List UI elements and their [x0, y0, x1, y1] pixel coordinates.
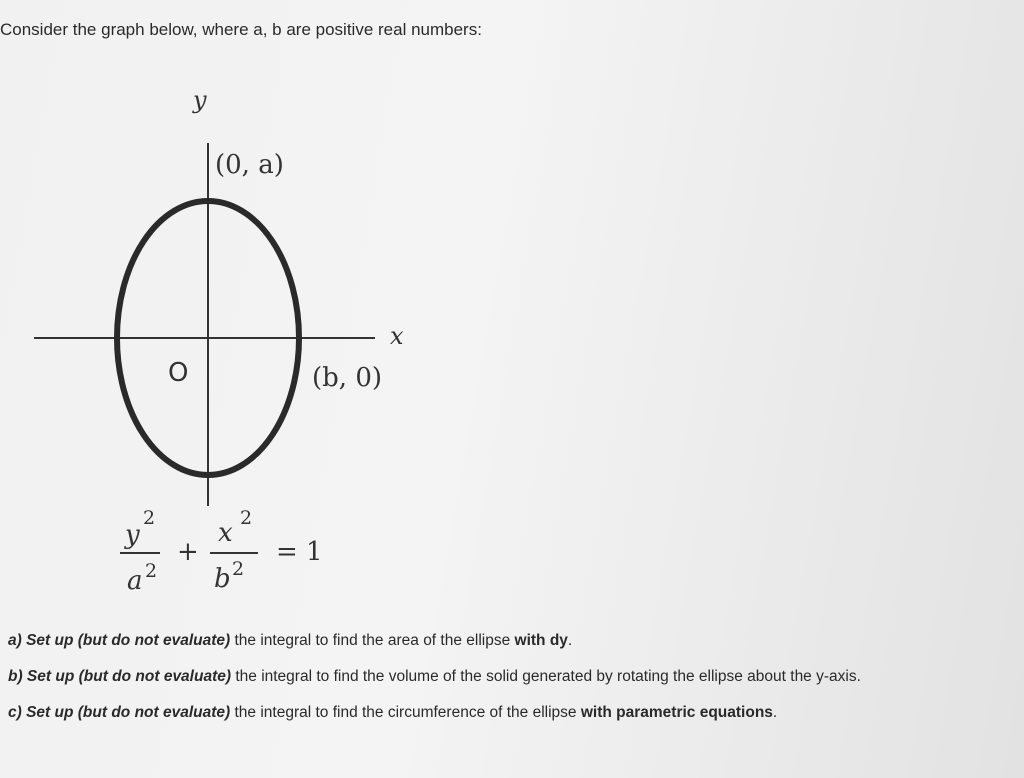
eq-rhs: 1 — [306, 537, 323, 567]
question-a-prefix: a) Set up (but do not evaluate) — [8, 632, 231, 649]
eq-num1: y — [125, 520, 140, 550]
question-c-text: the integral to find the circumference of the ellipse — [230, 704, 581, 721]
eq-den1: a — [127, 566, 143, 596]
question-a-text: the integral to find the area of the ellipse — [230, 632, 515, 649]
top-point-label: (0, a) — [215, 150, 284, 180]
origin-label: O — [168, 358, 189, 388]
eq-den2-exp: 2 — [232, 558, 245, 580]
right-point-label: (b, 0) — [312, 363, 383, 393]
intro-text: Consider the graph below, where a, b are positive real numbers: — [0, 20, 482, 39]
eq-den2: b — [214, 564, 231, 594]
eq-plus: + — [177, 537, 199, 567]
eq-den1-exp: 2 — [145, 560, 158, 582]
x-axis-label: x — [390, 322, 404, 350]
question-c — [8, 702, 861, 738]
eq-num2-exp: 2 — [240, 507, 253, 529]
question-a — [8, 630, 861, 666]
eq-equals: = — [276, 537, 298, 567]
question-b — [8, 666, 861, 702]
eq-num2: x — [218, 518, 233, 548]
question-list — [8, 630, 861, 738]
eq-num1-exp: 2 — [143, 507, 156, 529]
question-c-prefix: c) Set up (but do not evaluate) — [8, 704, 231, 721]
question-c-end: . — [772, 704, 778, 721]
eq-frac2-line — [210, 552, 258, 554]
question-c-emphasis: with parametric equations — [580, 704, 773, 721]
question-a-end: . — [567, 632, 573, 649]
question-b-text: the integral to find the volume of the solid generated by rotating the ellipse about the y-axis. — [231, 668, 861, 685]
question-a-emphasis: with dy — [514, 632, 568, 649]
question-b-prefix: b) Set up (but do not evaluate) — [8, 668, 232, 685]
eq-frac1-line — [120, 552, 160, 554]
y-axis-label: y — [193, 86, 207, 114]
